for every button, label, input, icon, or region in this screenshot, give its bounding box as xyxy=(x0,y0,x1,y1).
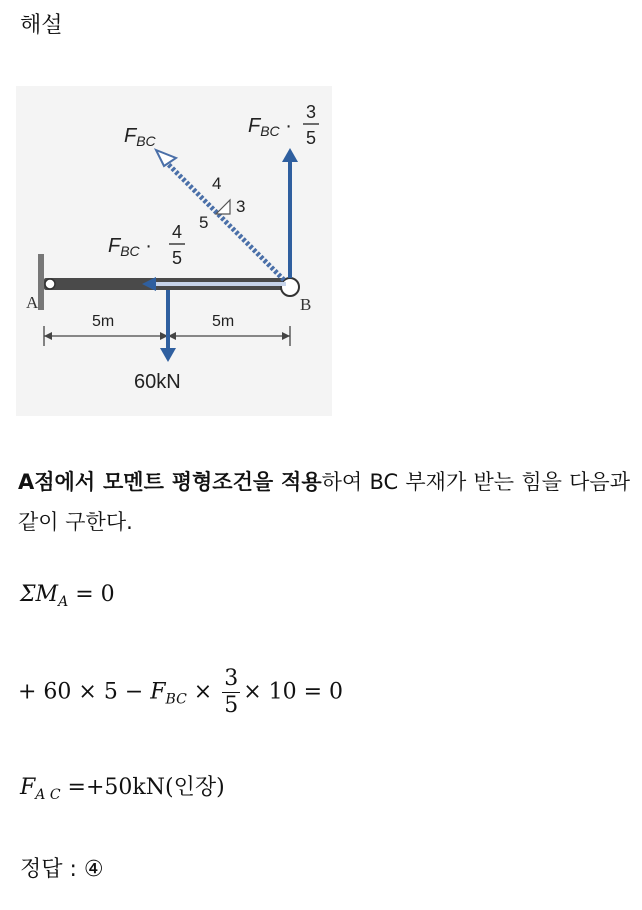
equation-result: $F_{A C} =+50kN$(인장) xyxy=(20,775,225,803)
frac-horizontal-num: 4 xyxy=(172,222,183,242)
frac-vertical-den: 5 xyxy=(306,128,317,148)
point-a-label: A xyxy=(26,293,39,312)
equation-moment-balance: + $60 \times 5 - F_{BC}$ × $\frac{3}{5}$ × 10 = 0 xyxy=(18,666,344,718)
dimension-right: 5m xyxy=(212,313,235,330)
triangle-label-4: 4 xyxy=(212,174,222,193)
equation-moment-sum: $\Sigma M_A = 0$ xyxy=(20,582,115,610)
arrow-vertical-head xyxy=(282,148,298,162)
hinge-b xyxy=(281,278,299,296)
wall-support xyxy=(38,254,44,310)
slope-triangle xyxy=(216,200,230,214)
arrow-fbc-head xyxy=(156,150,176,166)
frac-vertical-num: 3 xyxy=(306,102,317,122)
paragraph-rest: 하여 BC 부재가 받는 힘을 다음과 같이 구한다. xyxy=(18,470,630,534)
point-b-label: B xyxy=(300,295,312,314)
truss-figure xyxy=(16,86,332,416)
truss-diagram xyxy=(16,86,332,416)
triangle-label-3: 3 xyxy=(236,197,246,216)
answer-line xyxy=(20,852,104,883)
frac-horizontal-den: 5 xyxy=(172,248,183,268)
paragraph-bold: A점에서 모멘트 평형조건을 적용 xyxy=(18,470,322,494)
answer-value: ④ xyxy=(83,857,104,882)
fraction-3-5: $\frac{3}{5}$ xyxy=(224,666,239,718)
label-fbc-diagonal: $F_{BC}$ xyxy=(124,125,156,149)
load-arrow-head xyxy=(160,348,176,362)
explanation-paragraph xyxy=(18,462,630,542)
dimension-left: 5m xyxy=(92,313,115,330)
label-fbc-vertical: $F_{BC}$ · xyxy=(248,115,292,139)
load-label: 60kN xyxy=(134,371,181,393)
answer-label: 정답 : xyxy=(20,857,84,882)
label-fbc-horizontal: $F_{BC}$ · xyxy=(108,235,152,259)
section-heading: 해설 xyxy=(20,13,63,38)
hinge-a xyxy=(45,279,55,289)
triangle-label-5: 5 xyxy=(199,213,209,232)
